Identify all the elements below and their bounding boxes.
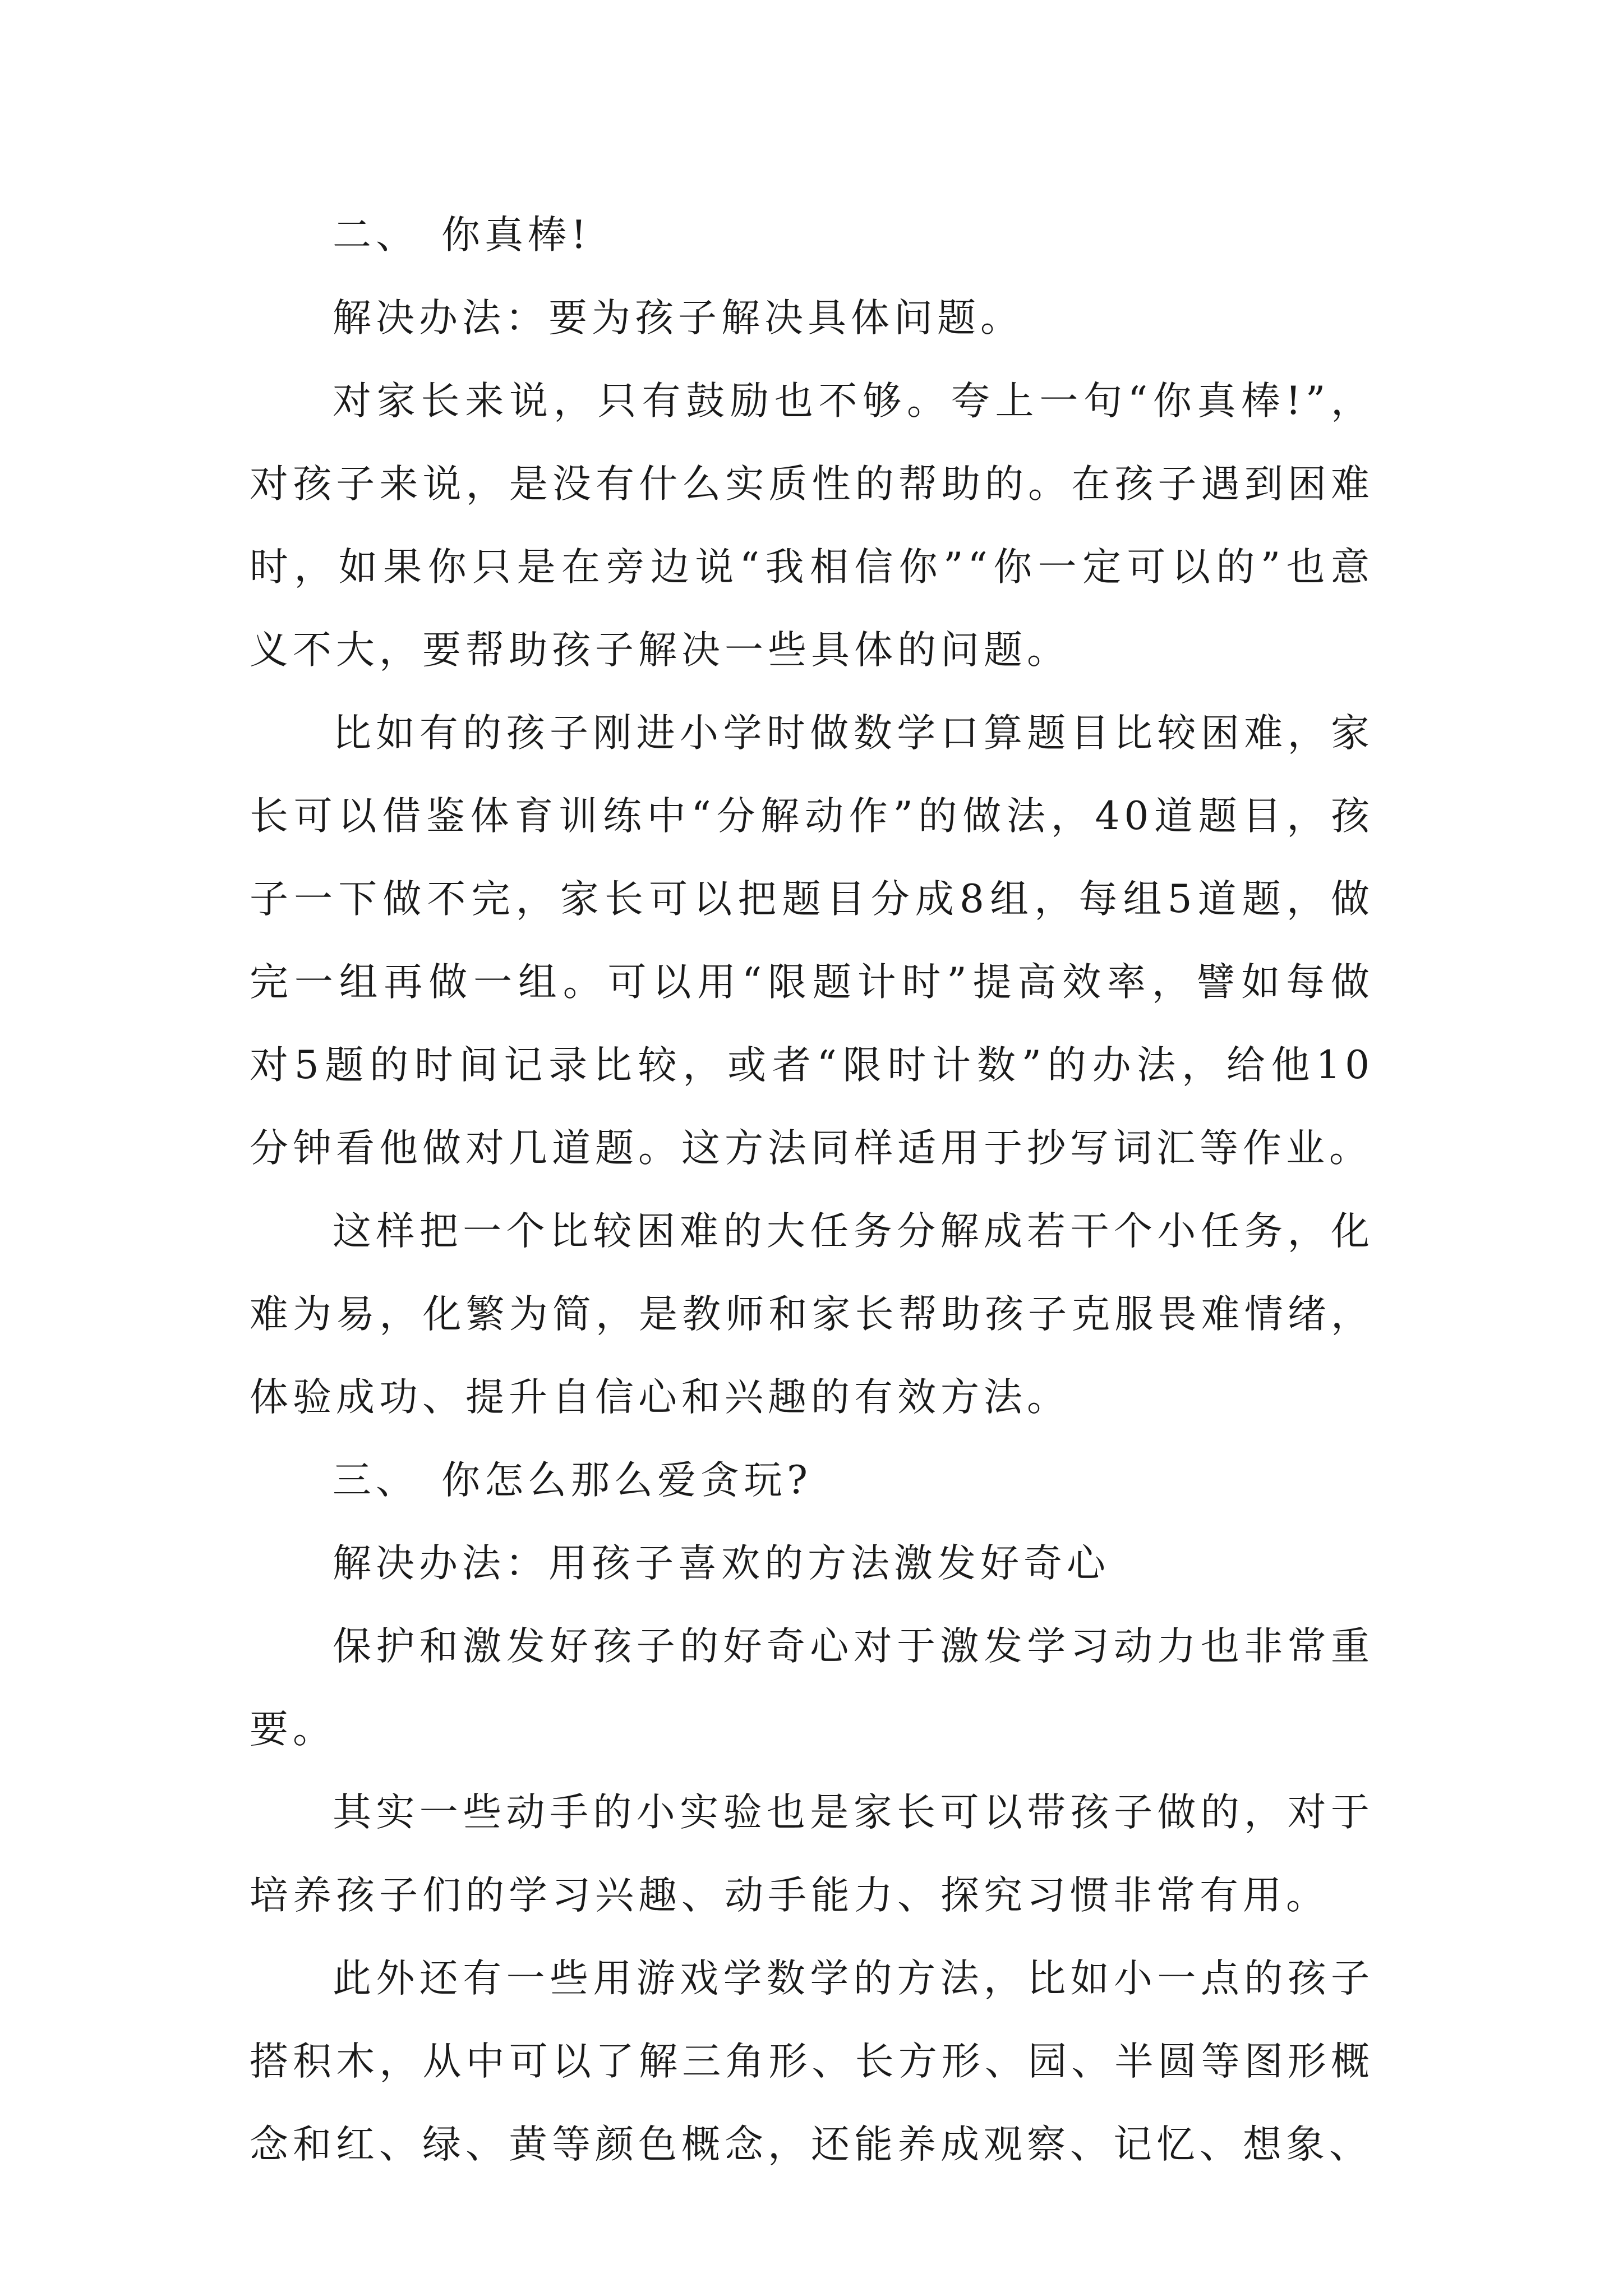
paragraph: 其实一些动手的小实验也是家长可以带孩子做的，对于培养孩子们的学习兴趣、动手能力、探究习惯非常有用。 (250, 1790, 1374, 1918)
paragraph: 这样把一个比较困难的大任务分解成若干个小任务，化难为易，化繁为简，是教师和家长帮助孩子克服畏难情绪，体验成功、提升自信心和兴趣的有效方法。 (250, 1209, 1374, 1420)
section-number: 二、 (333, 213, 419, 257)
solution-line: 解决办法：用孩子喜欢的方法激发好奇心 (333, 1541, 1110, 1586)
section-title: 你真棒! (441, 213, 591, 257)
paragraph: 比如有的孩子刚进小学时做数学口算题目比较困难，家长可以借鉴体育训练中“分解动作”的做法，40道题目，孩子一下做不完，家长可以把题目分成8组，每组5道题，做完一组再做一组。可以用“限题计时”提高效率，譬如每做对5题的时间记录比较，或者“限时计数”的办法，给他10分钟看他做对几道题。这方法同样适用于抄写词汇等作业。 (250, 711, 1374, 1171)
section-heading-3 (250, 1439, 1374, 1522)
paragraph: 此外还有一些用游戏学数学的方法，比如小一点的孩子搭积木，从中可以了解三角形、长方形、园、半圆等图形概念和红、绿、黄等颜色概念，还能养成观察、记忆、想象、 (250, 1956, 1374, 2167)
paragraph: 保护和激发好孩子的好奇心对于激发学习动力也非常重要。 (250, 1624, 1374, 1752)
section-number: 三、 (333, 1458, 419, 1503)
document-body (250, 194, 1374, 2186)
section-heading-2 (250, 194, 1374, 277)
section-title: 你怎么那么爱贪玩? (441, 1458, 812, 1503)
solution-line: 解决办法：要为孩子解决具体问题。 (333, 296, 1023, 341)
paragraph: 对家长来说，只有鼓励也不够。夸上一句“你真棒!”，对孩子来说，是没有什么实质性的帮助的。在孩子遇到困难时，如果你只是在旁边说“我相信你”“你一定可以的”也意义不大，要帮助孩子解决一些具体的问题。 (250, 379, 1374, 673)
